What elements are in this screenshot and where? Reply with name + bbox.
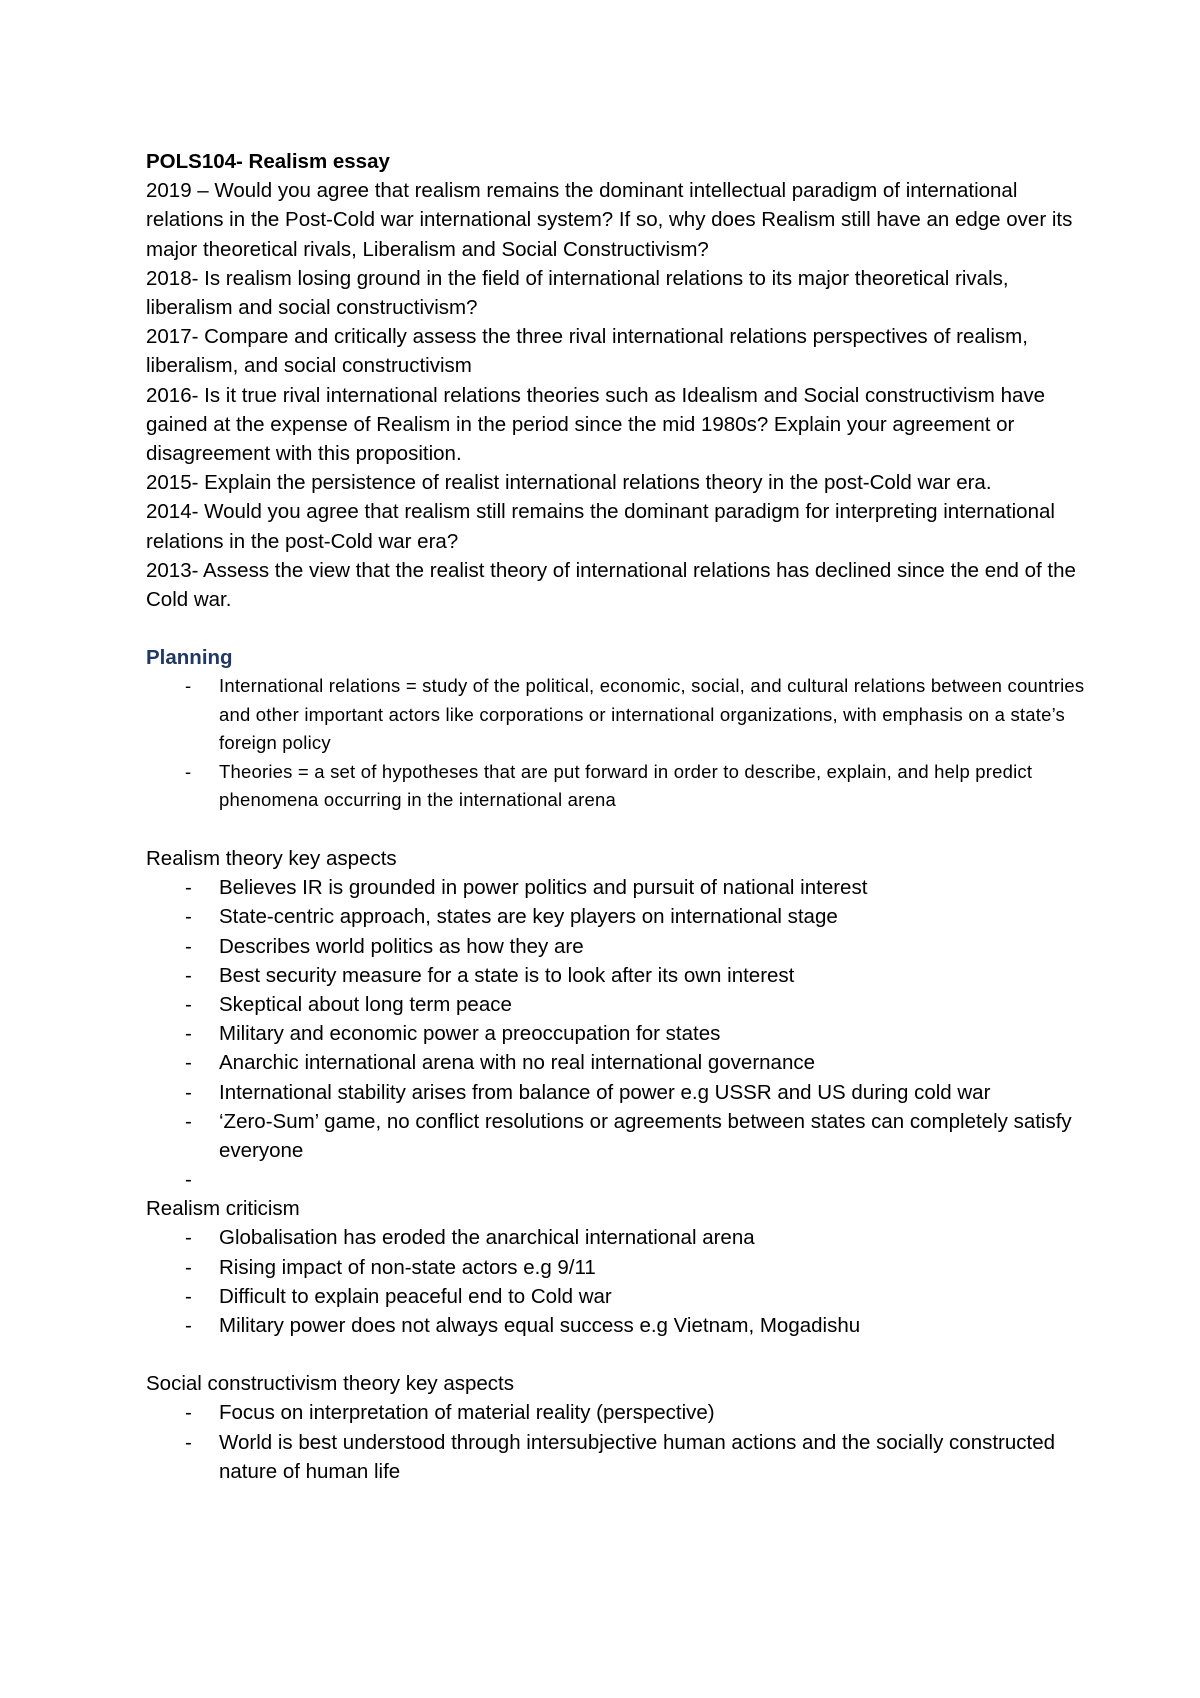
list-item: - State-centric approach, states are key players on international stage: [146, 902, 1086, 931]
list-item: - Believes IR is grounded in power politics and pursuit of national interest: [146, 873, 1086, 902]
list-item: - Theories = a set of hypotheses that are put forward in order to describe, explain, and help predict phenomena occurring in the international arena: [146, 758, 1086, 815]
realism-criticism-heading: Realism criticism: [146, 1197, 300, 1221]
list-item: - Describes world politics as how they are: [146, 932, 1086, 961]
planning-heading: Planning: [146, 646, 233, 670]
document-page: [146, 147, 1086, 1486]
section-gap: [146, 614, 1086, 643]
section-gap: [146, 1340, 1086, 1369]
question-2015: 2015- Explain the persistence of realist international relations theory in the post-Cold war era.: [146, 471, 992, 495]
realism-aspects-list: [146, 873, 1086, 1194]
list-item-empty: [146, 1165, 1086, 1194]
question-2013: 2013- Assess the view that the realist theory of international relations has declined since the end of the Cold war.: [146, 558, 1076, 612]
list-item: - Difficult to explain peaceful end to Cold war: [146, 1282, 1086, 1311]
list-item: - Anarchic international arena with no real international governance: [146, 1048, 1086, 1077]
question-2019: 2019 – Would you agree that realism remains the dominant intellectual paradigm of international relations in the Post-Cold war international system? If so, why does Realism still have an edge over its major theoretical rivals, Liberalism and Social Constructivism?: [146, 179, 1073, 261]
constructivism-heading: Social constructivism theory key aspects: [146, 1372, 514, 1396]
question-2018: 2018- Is realism losing ground in the field of international relations to its major theoretical rivals, liberalism and social constructivism?: [146, 266, 1009, 320]
list-item: - Best security measure for a state is to look after its own interest: [146, 961, 1086, 990]
realism-aspects-heading: Realism theory key aspects: [146, 846, 397, 870]
document-title: POLS104- Realism essay: [146, 150, 390, 173]
list-item: - International relations = study of the political, economic, social, and cultural relations between countries and other important actors like corporations or international organizations, with emphasis on a state’s foreign policy: [146, 672, 1086, 758]
list-item: - Rising impact of non-state actors e.g 9/11: [146, 1253, 1086, 1282]
list-item: - ‘Zero-Sum’ game, no conflict resolutions or agreements between states can completely satisfy everyone: [146, 1107, 1086, 1165]
list-item: - Focus on interpretation of material reality (perspective): [146, 1398, 1086, 1427]
list-item: - Skeptical about long term peace: [146, 990, 1086, 1019]
section-gap: [146, 815, 1086, 844]
list-item: - Military and economic power a preoccupation for states: [146, 1019, 1086, 1048]
question-2014: 2014- Would you agree that realism still remains the dominant paradigm for interpreting international relations in the post-Cold war era?: [146, 500, 1055, 553]
realism-criticism-list: [146, 1223, 1086, 1340]
constructivism-list: [146, 1398, 1086, 1486]
list-item: - Military power does not always equal success e.g Vietnam, Mogadishu: [146, 1311, 1086, 1340]
question-2016: 2016- Is it true rival international relations theories such as Idealism and Social constructivism have gained at the expense of Realism in the period since the mid 1980s? Explain your agreement or disagreement with this proposition.: [146, 383, 1046, 466]
list-item: - Globalisation has eroded the anarchical international arena: [146, 1223, 1086, 1252]
essay-questions: [146, 176, 1086, 614]
list-item: - International stability arises from balance of power e.g USSR and US during cold war: [146, 1078, 1086, 1107]
list-item: - World is best understood through intersubjective human actions and the socially constructed nature of human life: [146, 1428, 1086, 1486]
planning-list: [146, 672, 1086, 815]
question-2017: 2017- Compare and critically assess the three rival international relations perspectives of realism, liberalism, and social constructivism: [146, 325, 1028, 378]
